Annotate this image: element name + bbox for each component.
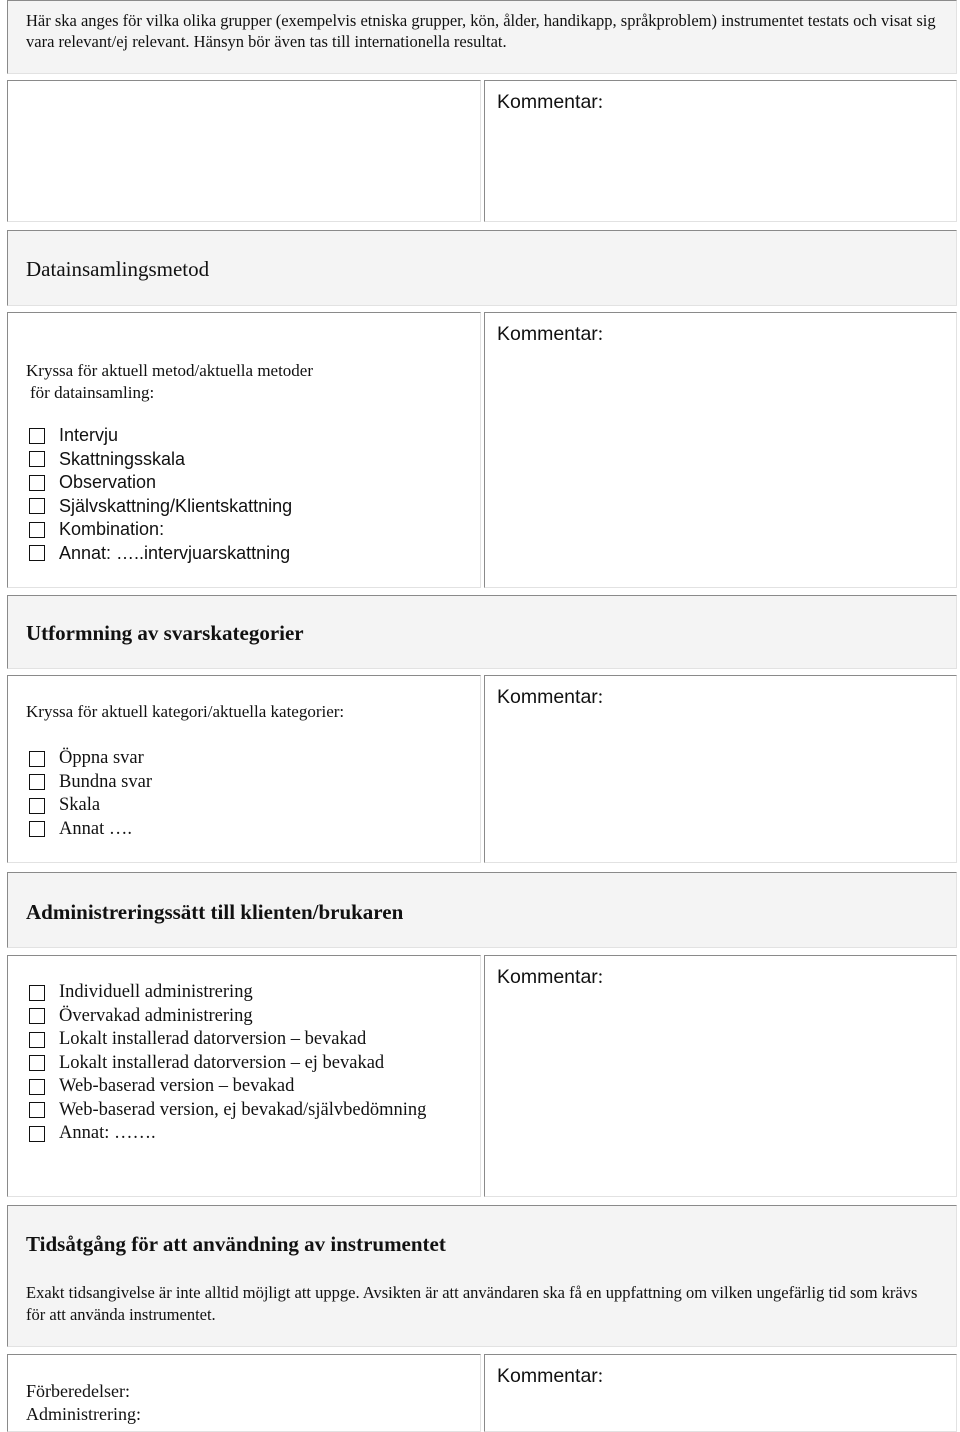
checkbox-row-annat[interactable]: Annat: …..intervjuarskattning <box>29 542 292 566</box>
forberedelser-field[interactable]: Förberedelser: <box>26 1381 130 1401</box>
checkbox-row-skala[interactable]: Skala <box>29 794 152 818</box>
comment-label: Kommentar: <box>497 686 604 708</box>
checkbox[interactable] <box>29 1126 45 1142</box>
checkbox-row-oppna-svar[interactable]: Öppna svar <box>29 747 152 771</box>
datainsamling-checkbox-list <box>29 424 292 565</box>
tidsatgang-comment-cell[interactable] <box>484 1354 957 1432</box>
datainsamling-comment-cell[interactable] <box>484 312 957 588</box>
checkbox-row-lokal-ej-bevakad[interactable]: Lokalt installerad datorversion – ej bevakad <box>29 1052 426 1076</box>
comment-label: Kommentar: <box>497 966 604 988</box>
administrering-field[interactable]: Administrering: <box>26 1404 141 1424</box>
checkbox[interactable] <box>29 498 45 514</box>
checkbox[interactable] <box>29 475 45 491</box>
checkbox-row-skattningsskala[interactable]: Skattningsskala <box>29 448 292 472</box>
intro-section <box>7 0 957 74</box>
svarskategorier-options-cell <box>7 675 481 863</box>
datainsamling-instruction: Kryssa för aktuell metod/aktuella metoder för datainsamling: <box>26 361 314 402</box>
checkbox[interactable] <box>29 1032 45 1048</box>
svarskategorier-heading: Utformning av svarskategorier <box>26 621 304 645</box>
checkbox[interactable] <box>29 985 45 1001</box>
tidsatgang-section <box>7 1205 957 1347</box>
intro-text: Här ska anges för vilka olika grupper (exempelvis etniska grupper, kön, ålder, handikapp, språkproblem) instrumentet testats och visat sig vara relevant/ej relevant. Hänsyn bör även tas till internationella resultat. <box>26 11 936 51</box>
checkbox[interactable] <box>29 451 45 467</box>
administrering-options-cell <box>7 955 481 1197</box>
checkbox-row-individuell[interactable]: Individuell administrering <box>29 981 426 1005</box>
checkbox-row-lokal-bevakad[interactable]: Lokalt installerad datorversion – bevakad <box>29 1028 426 1052</box>
checkbox-row-bundna-svar[interactable]: Bundna svar <box>29 771 152 795</box>
checkbox[interactable] <box>29 545 45 561</box>
administrering-checkbox-list <box>29 981 426 1146</box>
datainsamling-options-cell <box>7 312 481 588</box>
comment-label: Kommentar: <box>497 1365 604 1387</box>
checkbox[interactable] <box>29 1079 45 1095</box>
checkbox-row-annat[interactable]: Annat: ……. <box>29 1122 426 1146</box>
checkbox[interactable] <box>29 751 45 767</box>
tidsatgang-heading: Tidsåtgång för att användning av instrumentet <box>26 1232 446 1256</box>
checkbox[interactable] <box>29 798 45 814</box>
svarskategorier-instruction: Kryssa för aktuell kategori/aktuella kategorier: <box>26 702 345 721</box>
svarskategorier-heading-row <box>7 595 957 669</box>
checkbox-row-kombination[interactable]: Kombination: <box>29 518 292 542</box>
checkbox-row-web-bevakad[interactable]: Web-baserad version – bevakad <box>29 1075 426 1099</box>
checkbox[interactable] <box>29 774 45 790</box>
checkbox-row-sjalvskattning[interactable]: Självskattning/Klientskattning <box>29 495 292 519</box>
tidsatgang-fields-cell <box>7 1354 481 1432</box>
checkbox-row-observation[interactable]: Observation <box>29 471 292 495</box>
checkbox-row-overvakad[interactable]: Övervakad administrering <box>29 1005 426 1029</box>
datainsamling-heading: Datainsamlingsmetod <box>26 257 210 281</box>
tidsatgang-note: Exakt tidsangivelse är inte alltid möjligt att uppge. Avsikten är att användaren ska få en uppfattning om vilken ungefärlig tid som krävs för att använda instrumentet. <box>26 1283 918 1324</box>
administrering-comment-cell[interactable] <box>484 955 957 1197</box>
checkbox[interactable] <box>29 1055 45 1071</box>
comment-label: Kommentar: <box>497 323 604 345</box>
checkbox-row-web-ej-bevakad[interactable]: Web-baserad version, ej bevakad/självbedömning <box>29 1099 426 1123</box>
svarskategorier-comment-cell[interactable] <box>484 675 957 863</box>
comment-label: Kommentar: <box>497 91 604 113</box>
administrering-heading: Administreringssätt till klienten/brukaren <box>26 900 404 924</box>
checkbox[interactable] <box>29 1102 45 1118</box>
administrering-heading-row <box>7 872 957 948</box>
checkbox-row-intervju[interactable]: Intervju <box>29 424 292 448</box>
checkbox[interactable] <box>29 1008 45 1024</box>
checkbox[interactable] <box>29 428 45 444</box>
datainsamling-heading-row <box>7 230 957 306</box>
svarskategorier-checkbox-list <box>29 747 152 841</box>
checkbox[interactable] <box>29 821 45 837</box>
intro-answer-cell[interactable] <box>7 80 481 222</box>
checkbox-row-annat[interactable]: Annat …. <box>29 818 152 842</box>
intro-comment-cell[interactable] <box>484 80 957 222</box>
checkbox[interactable] <box>29 522 45 538</box>
